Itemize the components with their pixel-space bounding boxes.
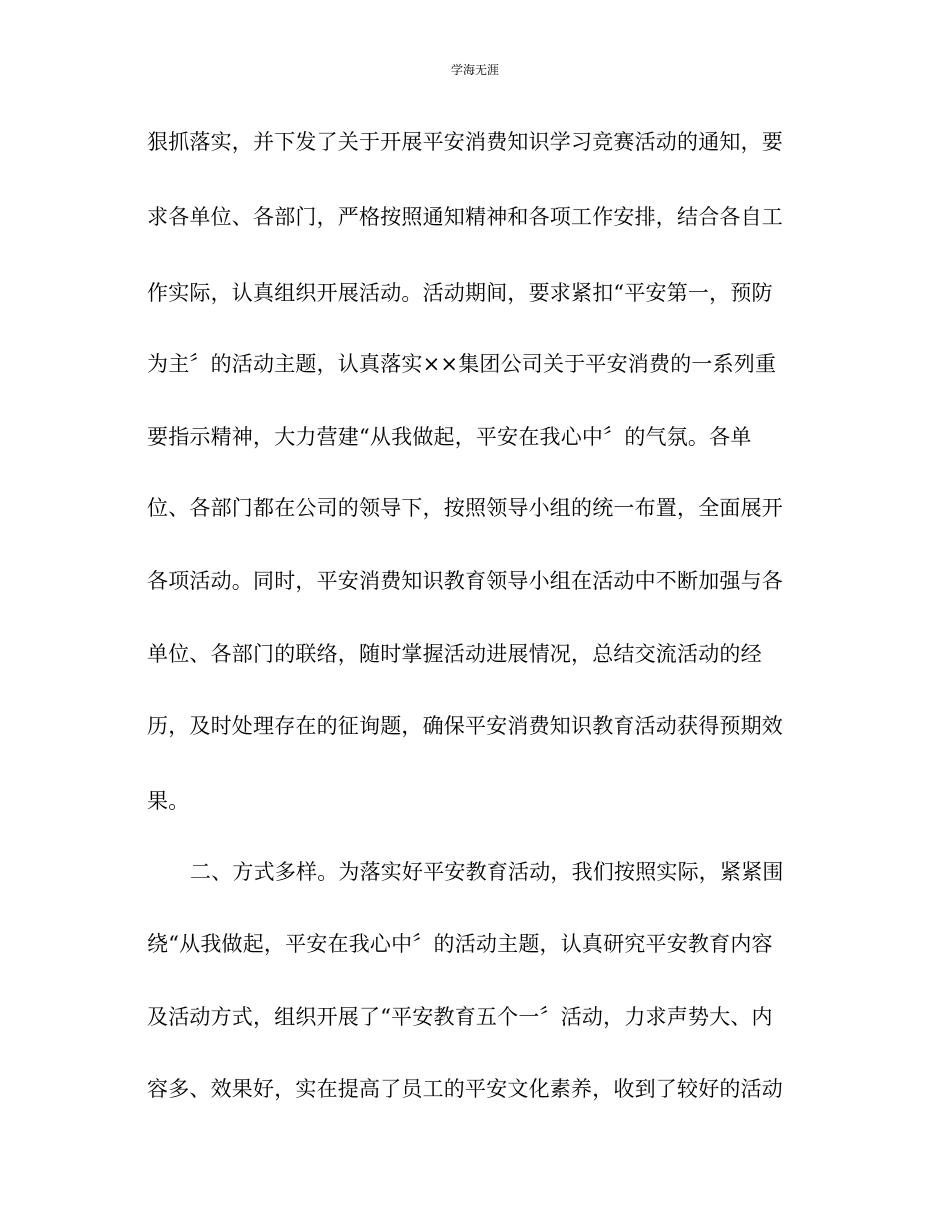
paragraph-heading-line: 二、方式多样。为落实好平安教育活动，我们按照实际，紧紧围	[190, 860, 784, 884]
body-line: 容多、效果好，实在提高了员工的平安文化素养，收到了较好的活动	[147, 1077, 783, 1101]
body-line: 要指示精神，大力营建“从我做起，平安在我心中〞的气氛。各单	[147, 425, 752, 449]
body-line: 位、各部门都在公司的领导下，按照领导小组的统一布置，全面展开	[147, 496, 783, 520]
body-line: 作实际，认真组织开展活动。活动期间，要求紧扣“平安第一，预防	[147, 281, 773, 305]
body-line: 狠抓落实，并下发了关于开展平安消费知识学习竞赛活动的通知，要	[147, 130, 783, 154]
body-line: 果。	[147, 789, 190, 813]
body-line: 绕“从我做起，平安在我心中〞的活动主题，认真研究平安教育内容	[147, 932, 773, 956]
body-line: 求各单位、各部门，严格按照通知精神和各项工作安排，结合各自工	[147, 205, 783, 229]
body-line: 历，及时处理存在的征询题，确保平安消费知识教育活动获得预期效	[147, 714, 783, 738]
body-line: 各项活动。同时，平安消费知识教育领导小组在活动中不断加强与各	[147, 569, 783, 593]
body-line: 单位、各部门的联络，随时掌握活动进展情况，总结交流活动的经	[147, 642, 762, 666]
body-line: 为主〞的活动主题，认真落实××集团公司关于平安消费的一系列重	[147, 352, 777, 376]
page-header: 学海无涯	[450, 63, 499, 77]
body-line: 及活动方式，组织开展了“平安教育五个一〞活动，力求声势大、内	[147, 1005, 773, 1029]
